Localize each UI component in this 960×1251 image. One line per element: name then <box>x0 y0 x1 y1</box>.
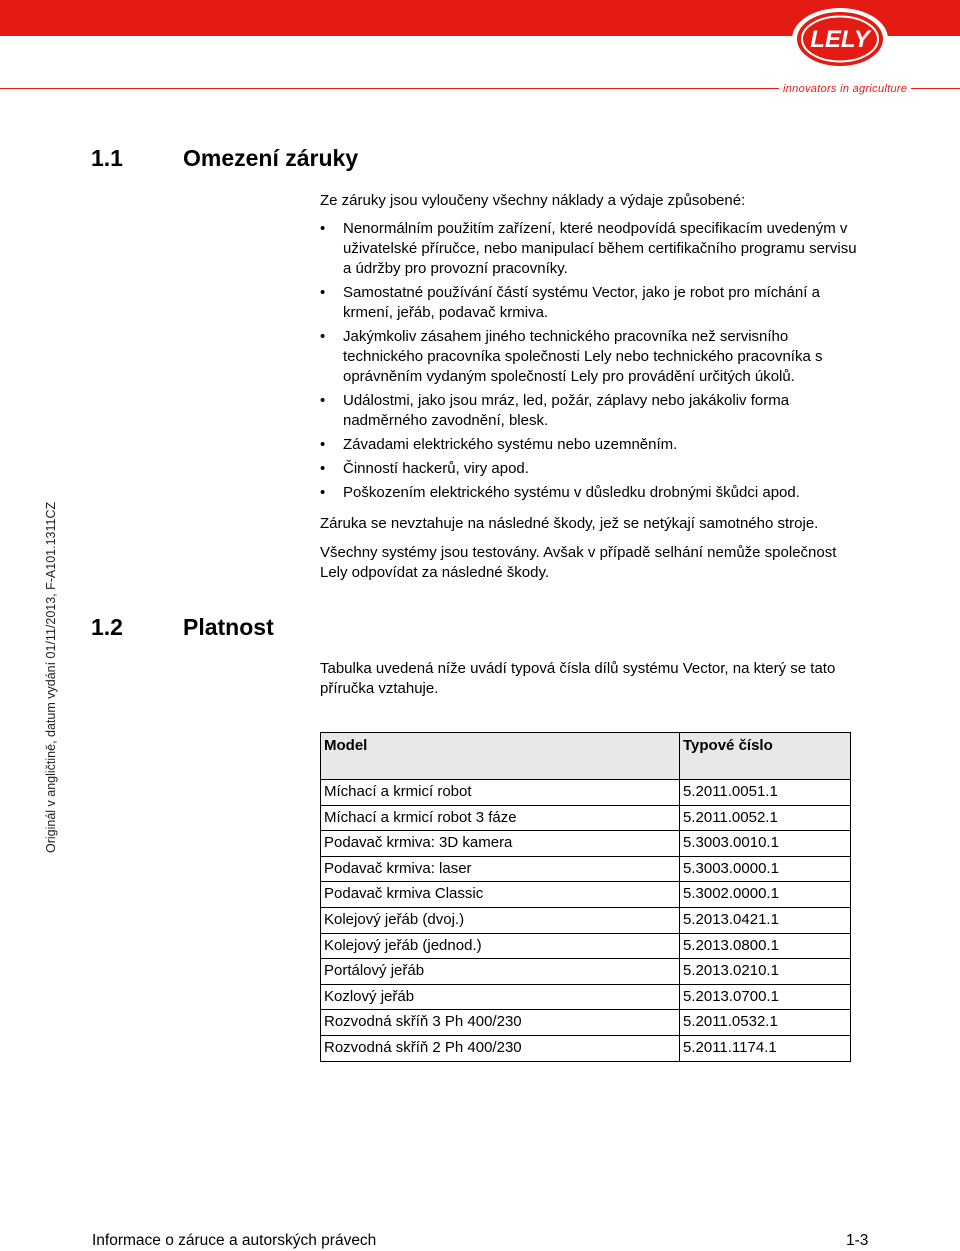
column-header-model: Model <box>321 733 680 780</box>
model-cell: Míchací a krmicí robot <box>321 780 680 806</box>
section-number: 1.2 <box>91 614 123 640</box>
model-cell: Podavač krmiva Classic <box>321 882 680 908</box>
type-number-cell: 5.2013.0421.1 <box>680 907 851 933</box>
model-cell: Kolejový jeřáb (jednod.) <box>321 933 680 959</box>
column-header-type-number: Typové číslo <box>680 733 851 780</box>
section-title: Platnost <box>183 614 274 640</box>
table-row <box>321 959 851 985</box>
list-item-text: Činností hackerů, viry apod. <box>343 460 529 477</box>
table-row <box>321 805 851 831</box>
list-item <box>320 459 865 479</box>
list-item <box>320 391 865 431</box>
exclusion-list <box>320 219 865 507</box>
model-cell: Rozvodná skříň 3 Ph 400/230 <box>321 1010 680 1036</box>
bullet-icon: • <box>320 460 326 477</box>
model-cell: Podavač krmiva: laser <box>321 856 680 882</box>
footer-title: Informace o záruce a autorských právech <box>92 1232 377 1249</box>
model-cell: Kolejový jeřáb (dvoj.) <box>321 907 680 933</box>
table-row <box>321 1035 851 1061</box>
bullet-icon: • <box>320 484 326 501</box>
bullet-icon: • <box>320 220 326 237</box>
page-number: 1-3 <box>846 1232 869 1249</box>
type-number-cell: 5.2011.0532.1 <box>680 1010 851 1036</box>
type-number-cell: 5.3003.0000.1 <box>680 856 851 882</box>
type-number-cell: 5.2011.1174.1 <box>680 1035 851 1061</box>
section-intro: Ze záruky jsou vyloučeny všechny náklady a výdaje způsobené: <box>320 192 746 209</box>
list-item <box>320 327 865 387</box>
model-cell: Podavač krmiva: 3D kamera <box>321 831 680 857</box>
tagline: innovators in agriculture <box>779 83 911 95</box>
table-row <box>321 933 851 959</box>
section-number: 1.1 <box>91 145 123 171</box>
type-number-cell: 5.2013.0700.1 <box>680 984 851 1010</box>
list-item-text: Samostatné používání částí systému Vector, jako je robot pro míchání a krmení, jeřáb, podavač krmiva. <box>343 284 820 321</box>
table-row <box>321 984 851 1010</box>
list-item-text: Poškozením elektrického systému v důsledku drobnými škůdci apod. <box>343 484 800 501</box>
table-row <box>321 856 851 882</box>
table-row <box>321 780 851 806</box>
model-cell: Portálový jeřáb <box>321 959 680 985</box>
warranty-note: Záruka se nevztahuje na následné škody, jež se netýkají samotného stroje. <box>320 515 819 532</box>
logo-text: LELY <box>810 26 870 53</box>
testing-note: Všechny systémy jsou testovány. Avšak v případě selhání nemůže společnost Lely odpovídat za následné škody. <box>320 544 837 581</box>
table-row <box>321 907 851 933</box>
table-header-row <box>321 733 851 780</box>
list-item <box>320 283 865 323</box>
part-numbers-table <box>320 732 851 1062</box>
lely-logo <box>790 6 890 72</box>
table-row <box>321 1010 851 1036</box>
list-item <box>320 483 865 503</box>
type-number-cell: 5.2011.0051.1 <box>680 780 851 806</box>
list-item-text: Závadami elektrického systému nebo uzemněním. <box>343 436 678 453</box>
list-item-text: Událostmi, jako jsou mráz, led, požár, záplavy nebo jakákoliv forma nadměrného zavodnění, blesk. <box>343 392 790 429</box>
list-item-text: Nenormálním použitím zařízení, které neodpovídá specifikacím uvedeným v uživatelské příručce, nebo manipulací během certifikačního programu servisu a údržby pro provozní pracovníky. <box>343 220 857 277</box>
bullet-icon: • <box>320 436 326 453</box>
side-note: Originál v angličtině, datum vydání 01/11/2013, F-A101.1311CZ <box>44 501 58 853</box>
bullet-icon: • <box>320 392 326 409</box>
model-cell: Míchací a krmicí robot 3 fáze <box>321 805 680 831</box>
table-row <box>321 831 851 857</box>
bullet-icon: • <box>320 284 326 301</box>
section-intro: Tabulka uvedená níže uvádí typová čísla dílů systému Vector, na který se tato příručka vztahuje. <box>320 660 836 697</box>
type-number-cell: 5.2013.0210.1 <box>680 959 851 985</box>
list-item-text: Jakýmkoliv zásahem jiného technického pracovníka než servisního technického pracovníka společnosti Lely nebo technického pracovníka s oprávněním vydaným společností Lely pro provádění určitých úkolů. <box>343 328 823 385</box>
bullet-icon: • <box>320 328 326 345</box>
type-number-cell: 5.3002.0000.1 <box>680 882 851 908</box>
section-title: Omezení záruky <box>183 145 359 171</box>
type-number-cell: 5.2013.0800.1 <box>680 933 851 959</box>
list-item <box>320 219 865 279</box>
list-item <box>320 435 865 455</box>
model-cell: Kozlový jeřáb <box>321 984 680 1010</box>
table-row <box>321 882 851 908</box>
model-cell: Rozvodná skříň 2 Ph 400/230 <box>321 1035 680 1061</box>
type-number-cell: 5.2011.0052.1 <box>680 805 851 831</box>
type-number-cell: 5.3003.0010.1 <box>680 831 851 857</box>
